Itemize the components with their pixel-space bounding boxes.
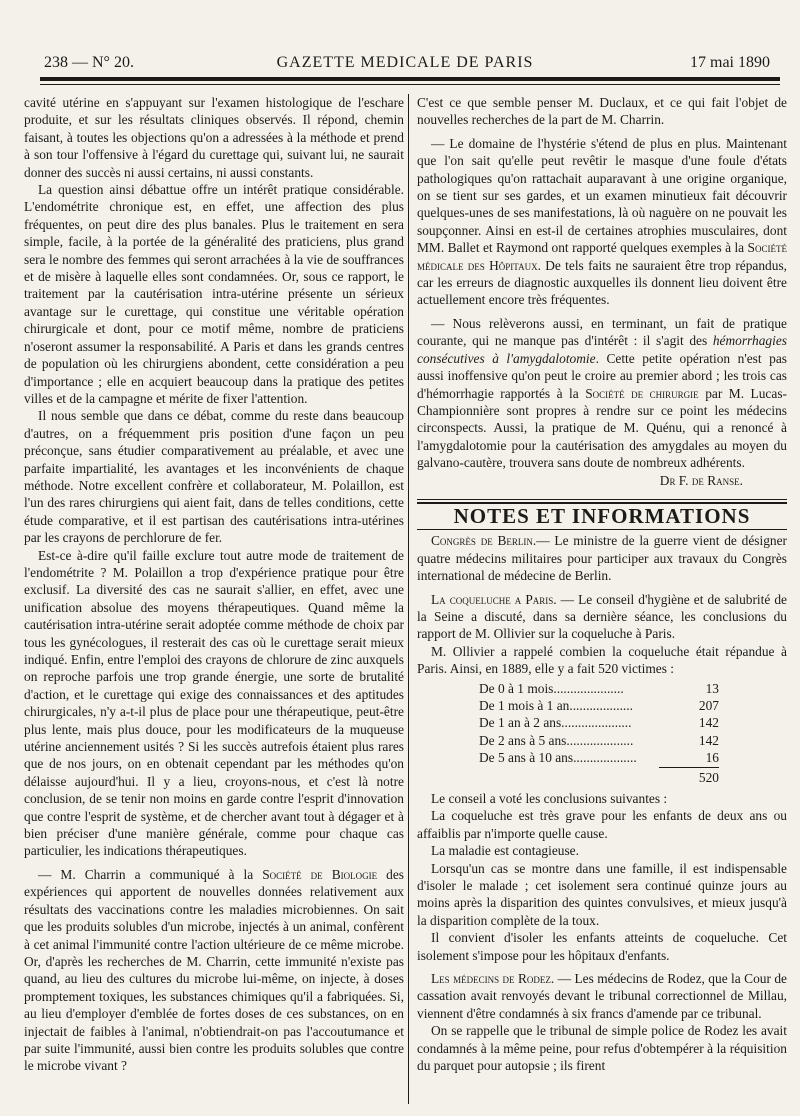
- age-range: De 1 mois à 1 an...................: [479, 697, 633, 713]
- text-run: . Cette petite opération n'est pas aussi inoffensive qu'on peut le croire au premier abord ; les trois cas d'hémorrhagie rapportés à la: [417, 350, 787, 401]
- paragraph: Le conseil a voté les conclusions suivantes :: [431, 790, 668, 806]
- news-heading: La coqueluche a Paris.: [431, 591, 557, 607]
- table-row: [479, 732, 719, 749]
- text-run: — Nous relèverons aussi, en terminant, un fait de pratique courante, qui ne manque pas d'intérêt : il s'agit des: [417, 315, 787, 349]
- paragraph: On se rappelle que le tribunal de simple police de Rodez les avait condamnés à la même peine, pour refus d'obtempérer à la réquisition du parquet pour autopsie ; ils firent: [417, 1023, 787, 1074]
- text-run: — Le domaine de l'hystérie s'étend de plus en plus. Maintenant que l'on sait qu'elle peut revêtir le masque d'une foule d'états pathologiques qu'on rattachait auparavant à une origine organique, on se tient sur ses gardes, et un examen minutieux fait découvrir quelques-unes de ses manifestations, là où naguère on ne pouvait les soupçonner. Ainsi en est-il de certaines atrophies musculaires, dont MM. Ballet et Raymond ont rapporté quelques exemples à la: [417, 135, 787, 256]
- society-name: Société de Biologie: [262, 866, 378, 882]
- left-column: [24, 94, 404, 1075]
- victim-count: 16: [705, 750, 719, 766]
- paragraph: [417, 315, 787, 472]
- paragraph: Est-ce à-dire qu'il faille exclure tout autre mode de traitement de l'endométrite ? M. Polaillon a trop d'expérience pratique pour être exclusif. La diversité des cas ne saurait s'allier, en effet, avec une unification absolue des moyens thérapeutiques. Quand même la cautérisation intra-utérine serait adoptée comme méthode de choix par tous les gynécologues, il resterait des cas où le curettage serait mieux indiqué. Enfin, entre l'emploi des crayons de chlorure de zinc auxquels on reproche parfois une trop grande énergie, une sorte de brutalité d'action, et le curettage qui exige des connaissances et des aptitudes chirurgicales, n'y a-t-il plus de place pour une thérapeutique, peut-être plus lente, mais plus douce, pour les modificateurs de la muqueuse utérine anciennement usités ? Si les succès autrefois étaient plus rares que de nos jours, on en obtenait cependant par les méthodes qu'on délaisse aujourd'hui. Il y a lieu, croyons-nous, et c'est là notre conclusion, de se tenir non moins en garde contre l'esprit d'innovation que contre l'esprit de système, et de chercher avant tout à dégager et à bien préciser d'une manière générale, comme pour chaque cas particulier, les indications thérapeutiques.: [24, 547, 404, 859]
- paragraph: C'est ce que semble penser M. Duclaux, et ce qui fait l'objet de nouvelles recherches de la part de M. Charrin.: [417, 95, 787, 128]
- table-row: [479, 749, 719, 766]
- page-number: 238 — N° 20.: [44, 54, 134, 71]
- right-column: [417, 94, 787, 1074]
- age-range: De 2 ans à 5 ans....................: [479, 732, 634, 748]
- news-item: [417, 532, 787, 584]
- text-run: — Les médecins de Rodez, que la Cour de cassation avait renvoyés devant le tribunal correctionnel de Millau, viennent d'être condamnés à six francs d'amende par ce tribunal.: [417, 971, 787, 1021]
- section-rule: [417, 499, 787, 500]
- news-item: [417, 970, 787, 1022]
- total-count: 520: [659, 767, 719, 786]
- paragraph: Lorsqu'un cas se montre dans une famille, il est indispensable d'isoler le malade ; cet isolement sera continué quinze jours au moins après la disparition des quintes convulsives, et mieux jusqu'à la disparition complète de la toux.: [417, 860, 787, 928]
- victim-count: 13: [705, 680, 719, 696]
- age-range: De 5 ans à 10 ans...................: [479, 750, 637, 766]
- society-name: Société médicale des Hôpitaux: [417, 240, 787, 273]
- paragraph: [24, 866, 404, 1075]
- victim-count: 142: [698, 732, 719, 748]
- text-run: — Le conseil d'hygiène et de salubrité de la Seine a discuté, dans sa dernière séance, les conclusions du rapport de M. Ollivier sur la coqueluche à Paris.: [417, 591, 787, 642]
- paragraph: Il convient d'isoler les enfants atteints de coqueluche. Cet isolement s'impose pour les hôpitaux d'enfants.: [417, 930, 787, 963]
- text-run: par M. Lucas-Championnière sont propres à rendre sur ce point les médecins circonspects. Aussi, la pratique de M. Quénu, qui a renoncé à l'amygdalotomie pour la cautérisation des amygdales au moyen du galvano-cautère, trouvera sans doute de nombreux adhérents.: [417, 385, 787, 471]
- publication-title: GAZETTE MEDICALE DE PARIS: [276, 54, 534, 71]
- paragraph: La maladie est contagieuse.: [431, 843, 579, 859]
- page-header: [40, 52, 770, 74]
- section-rule: [417, 529, 787, 530]
- victim-count: 142: [698, 715, 719, 731]
- column-divider: [408, 94, 409, 1104]
- text-run: des expériences qui apportent de nouvelles données relativement aux résultats des vaccinations contre les maladies microbiennes. On sait que les produits solubles d'un microbe, injectés à un animal, confèrent à cet animal l'immunité contre l'action ultérieure de ce même microbe. Or, d'après les recherches de M. Charrin, cette immunité n'existe pas quand, au lieu des cultures du microbe lui-même, on injecte, à doses promptement toxiques, les substances chimiques qu'il a fabriquées. Si, au lieu d'employer d'emblée de fortes doses de ces substances, on en injectait de faibles à l'animal, n'obtiendrait-on pas l'accoutumance et par suite l'immunité, aussi bien contre les produits solubles que contre le microbe vivant ?: [24, 866, 405, 1074]
- news-item: [417, 591, 787, 643]
- paragraph: La question ainsi débattue offre un intérêt pratique considérable. L'endométrite chronique est, en effet, une affection des plus fréquentes, on peut dire des plus banales. Plus le traitement en sera simple, facile, à la portée de la généralité des praticiens, plus grand sera le nombre des femmes qui seront arrachées à la vie de souffrances et de misère à laquelle elles sont condamnées. Or, sous ce rapport, le traitement par la cautérisation intra-utérine présente un sérieux avantage sur le curettage, qui constitue une véritable opération chirurgicale et dont, pour ce motif même, nombre de praticiens n'oseront assumer la responsabilité. A Paris et dans les grands centres de population où les chirurgiens abondent, cette considération a peu d'importance ; elle en acquiert beaucoup dans la pratique des petites villes et de la campagne et mérite de fixer l'attention.: [24, 182, 404, 406]
- text-run: — Le ministre de la guerre vient de désigner quatre médecins militaires pour participer aux travaux du Congrès international de médecine de Berlin.: [417, 533, 787, 584]
- header-rule-thin: [40, 84, 780, 85]
- header-rule: [40, 77, 780, 81]
- victim-count: 207: [698, 697, 719, 713]
- text-run: — M. Charrin a communiqué à la: [38, 866, 263, 882]
- text-run: . De tels faits ne sauraient être trop répandus, car les erreurs de diagnostic auxquelles ils donnent lieu doivent être actuellement encore très fréquentes.: [417, 257, 788, 308]
- news-heading: Les médecins de Rodez.: [431, 971, 555, 987]
- paragraph: cavité utérine en s'appuyant sur l'examen histologique de l'eschare produite, et sur les résultats cliniques observés. Il répond, chemin faisant, à toutes les objections qu'on a adressées à la méthode et prend à son tour l'offensive à l'égard du curettage qui, suivant lui, ne saurait donner des succès ni aussi certains, ni aussi constants.: [24, 95, 404, 180]
- age-range: De 0 à 1 mois.....................: [479, 680, 624, 696]
- paragraph: La coqueluche est très grave pour les enfants de deux ans ou affaiblis par n'importe quelle cause.: [417, 808, 787, 841]
- issue-date: 17 mai 1890: [690, 54, 770, 71]
- age-range: De 1 an à 2 ans.....................: [479, 715, 632, 731]
- italic-term: hémorrhagies consécutives à l'amygdalotomie: [417, 333, 787, 366]
- table-row: [479, 714, 719, 731]
- paragraph: Il nous semble que dans ce débat, comme du reste dans beaucoup d'autres, on a fréquemment pris position d'une façon un peu préconçue, sans étudier comparativement au préalable, et avec une parfaite impartialité, les avantages et les inconvénients de chaque méthode. Notre excellent confrère et collaborateur, M. Polaillon, est l'un des rares chirurgiens qui aient fait, dans de telles conditions, cette étude comparative, et il est partisan des cautérisations intra-utérines par les crayons de perchlorure de fer.: [24, 408, 404, 546]
- statistics-table: [479, 680, 719, 786]
- table-row: [479, 697, 719, 714]
- society-name: Société de chirurgie: [585, 385, 699, 401]
- paragraph: M. Ollivier a rappelé combien la coqueluche était répandue à Paris. Ainsi, en 1889, elle y a fait 520 victimes :: [417, 643, 787, 677]
- author-signature: Dr F. de Ranse.: [659, 472, 743, 488]
- paragraph: [417, 135, 787, 309]
- section-title: NOTES ET INFORMATIONS: [453, 503, 751, 528]
- news-heading: Congrès de Berlin.: [431, 533, 537, 549]
- table-row: [479, 680, 719, 697]
